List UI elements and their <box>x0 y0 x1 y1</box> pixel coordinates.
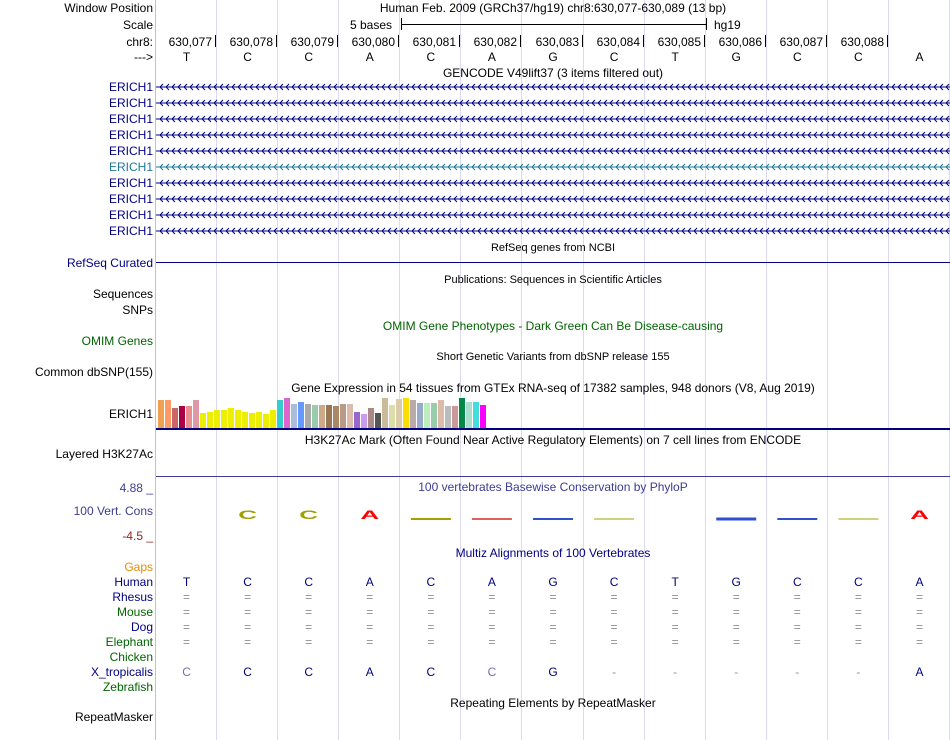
refseq-track-label[interactable]: RefSeq Curated <box>66 256 153 270</box>
gtex-bar[interactable] <box>200 413 206 428</box>
gencode-transcript-label[interactable]: ERICH1 <box>108 144 153 158</box>
multiz-base: = <box>549 620 557 634</box>
gtex-track-label[interactable]: ERICH1 <box>108 407 153 421</box>
gtex-bar[interactable] <box>228 408 234 428</box>
grid-line <box>888 0 889 740</box>
gencode-transcript-label[interactable]: ERICH1 <box>108 128 153 142</box>
multiz-base: = <box>183 635 191 649</box>
h3k27ac-track-title: H3K27Ac Mark (Often Found Near Active Regulatory Elements) on 7 cell lines from ENCODE <box>304 433 802 447</box>
gtex-bar[interactable] <box>193 400 199 428</box>
conservation-logo-mark <box>472 518 512 520</box>
multiz-base: C <box>426 575 436 589</box>
multiz-base: G <box>731 575 741 589</box>
multiz-base: A <box>365 665 374 679</box>
gtex-bar[interactable] <box>235 410 241 428</box>
multiz-base: C <box>243 665 252 679</box>
multiz-base: C <box>243 575 252 589</box>
position-tick <box>704 35 705 47</box>
position-tick <box>276 35 277 47</box>
gencode-transcript-label[interactable]: ERICH1 <box>108 176 153 190</box>
h3k27ac-track-label[interactable]: Layered H3K27Ac <box>55 447 153 461</box>
multiz-base: = <box>244 635 252 649</box>
multiz-track-title: Multiz Alignments of 100 Vertebrates <box>455 546 651 560</box>
multiz-base: = <box>488 620 496 634</box>
gtex-bar[interactable] <box>473 402 479 428</box>
gtex-bar[interactable] <box>270 410 276 428</box>
multiz-base: = <box>610 590 618 604</box>
position-label: 630,087 <box>779 35 823 49</box>
multiz-base: = <box>854 590 862 604</box>
gtex-bar[interactable] <box>340 404 346 428</box>
conservation-logo-mark <box>411 518 451 520</box>
refseq-gene-line[interactable] <box>156 262 950 263</box>
conservation-logo-mark <box>594 519 634 520</box>
multiz-base: - <box>673 665 678 679</box>
multiz-base: - <box>734 665 739 679</box>
gtex-expression-bars[interactable] <box>156 396 950 430</box>
multiz-base: = <box>732 635 740 649</box>
multiz-species-label[interactable]: X_tropicalis <box>90 665 153 679</box>
conservation-track-title: 100 vertebrates Basewise Conservation by PhyloP <box>418 480 688 494</box>
repeatmasker-track-label[interactable]: RepeatMasker <box>74 710 153 724</box>
multiz-base: = <box>915 590 923 604</box>
gtex-bar[interactable] <box>179 406 185 428</box>
gencode-track-title: GENCODE V49lift37 (3 items filtered out) <box>442 66 664 80</box>
multiz-base: = <box>427 590 435 604</box>
gtex-bar[interactable] <box>165 400 171 428</box>
multiz-base: = <box>732 590 740 604</box>
gencode-transcript-line[interactable] <box>156 80 950 94</box>
multiz-base: C <box>792 575 802 589</box>
conservation-logo-glyph: A <box>910 509 929 522</box>
gtex-bar[interactable] <box>389 405 395 428</box>
dbsnp-track-title: Short Genetic Variants from dbSNP release 155 <box>436 351 670 363</box>
window-position-label: Window Position <box>64 1 153 15</box>
multiz-base: - <box>795 665 800 679</box>
gtex-bar[interactable] <box>368 408 374 428</box>
position-label: 630,079 <box>290 35 334 49</box>
multiz-base: = <box>366 635 374 649</box>
multiz-base: = <box>732 620 740 634</box>
gencode-transcript-line[interactable] <box>156 224 950 238</box>
multiz-base: = <box>244 620 252 634</box>
multiz-base: = <box>854 620 862 634</box>
gtex-bar[interactable] <box>445 406 451 428</box>
grid-line <box>644 0 645 740</box>
multiz-base: = <box>793 605 801 619</box>
gencode-transcript-line[interactable] <box>156 128 950 142</box>
multiz-base: T <box>671 575 679 589</box>
multiz-base: = <box>793 635 801 649</box>
base-letter: T <box>671 50 679 64</box>
gtex-bar[interactable] <box>249 413 255 428</box>
multiz-base: = <box>366 620 374 634</box>
gtex-bar[interactable] <box>466 402 472 428</box>
gencode-transcript-label[interactable]: ERICH1 <box>108 80 153 94</box>
multiz-base: = <box>854 635 862 649</box>
multiz-base: = <box>610 605 618 619</box>
gtex-bar[interactable] <box>354 412 360 428</box>
gtex-bar[interactable] <box>410 400 416 428</box>
conservation-logo-mark <box>716 518 756 521</box>
grid-line <box>583 0 584 740</box>
multiz-base: = <box>915 620 923 634</box>
multiz-base: = <box>305 605 313 619</box>
conservation-logo-mark <box>533 518 573 520</box>
multiz-gaps-label[interactable]: Gaps <box>124 560 153 574</box>
multiz-species-label[interactable]: Zebrafish <box>102 680 153 694</box>
gtex-bar[interactable] <box>256 412 262 428</box>
multiz-base: = <box>671 590 679 604</box>
gencode-transcript-line[interactable] <box>156 192 950 206</box>
base-letter: C <box>304 50 314 64</box>
multiz-base: C <box>304 575 314 589</box>
multiz-base: = <box>488 635 496 649</box>
repeatmasker-track-title: Repeating Elements by RepeatMasker <box>450 696 656 710</box>
multiz-base: = <box>427 620 435 634</box>
multiz-base: = <box>305 620 313 634</box>
gtex-bar[interactable] <box>158 400 164 428</box>
multiz-base: = <box>305 590 313 604</box>
grid-line <box>705 0 706 740</box>
gtex-bar[interactable] <box>347 404 353 428</box>
base-letter: C <box>243 50 252 64</box>
base-letter: A <box>487 50 496 64</box>
gencode-transcript-line[interactable] <box>156 96 950 110</box>
gtex-bar[interactable] <box>403 398 409 428</box>
gtex-bar[interactable] <box>424 403 430 428</box>
multiz-base: G <box>548 575 558 589</box>
strand-label: ---> <box>134 50 153 64</box>
gtex-bar[interactable] <box>284 398 290 428</box>
gencode-transcript-line[interactable] <box>156 176 950 190</box>
position-label: 630,077 <box>168 35 212 49</box>
multiz-base: = <box>610 635 618 649</box>
scale-bases: 5 bases <box>350 18 393 32</box>
multiz-base: = <box>793 620 801 634</box>
publications-snps-label[interactable]: SNPs <box>122 303 153 317</box>
gtex-bar[interactable] <box>319 405 325 428</box>
position-label: 630,085 <box>657 35 701 49</box>
conservation-logo-glyph: C <box>238 509 258 522</box>
multiz-base: A <box>915 665 924 679</box>
position-label: 630,084 <box>596 35 640 49</box>
base-letter: C <box>792 50 802 64</box>
multiz-species-label[interactable]: Elephant <box>105 635 153 649</box>
multiz-base: C <box>854 575 863 589</box>
multiz-base: C <box>304 665 314 679</box>
multiz-base: = <box>915 635 923 649</box>
position-tick <box>459 35 460 47</box>
multiz-species-label[interactable]: Chicken <box>109 650 153 664</box>
scale-assembly: hg19 <box>714 18 741 32</box>
grid-line <box>216 0 217 740</box>
position-tick <box>582 35 583 47</box>
multiz-base: = <box>732 605 740 619</box>
multiz-base: A <box>365 575 374 589</box>
position-label: 630,078 <box>229 35 273 49</box>
gencode-transcript-line[interactable] <box>156 208 950 222</box>
multiz-base: = <box>488 590 496 604</box>
publications-sequences-label[interactable]: Sequences <box>92 287 153 301</box>
position-tick <box>765 35 766 47</box>
grid-line <box>827 0 828 740</box>
grid-line <box>338 0 339 740</box>
base-letter: G <box>731 50 741 64</box>
gtex-bar[interactable] <box>263 414 269 428</box>
position-label: 630,088 <box>840 35 884 49</box>
gtex-bar[interactable] <box>298 402 304 428</box>
multiz-base: = <box>610 620 618 634</box>
multiz-base: = <box>427 605 435 619</box>
base-letter: T <box>182 50 191 64</box>
multiz-base: = <box>366 590 374 604</box>
conservation-min-label: -4.5 _ <box>122 529 153 543</box>
multiz-base: = <box>671 620 679 634</box>
gtex-bar[interactable] <box>417 403 423 428</box>
omim-track-label[interactable]: OMIM Genes <box>81 334 153 348</box>
multiz-base: = <box>305 635 313 649</box>
position-tick <box>337 35 338 47</box>
gtex-bar[interactable] <box>396 399 402 428</box>
multiz-species-label[interactable]: Mouse <box>116 605 153 619</box>
gencode-transcript-line[interactable] <box>156 144 950 158</box>
scale-bar <box>401 18 707 32</box>
multiz-base: = <box>488 605 496 619</box>
grid-line <box>399 0 400 740</box>
gencode-transcript-line[interactable] <box>156 112 950 126</box>
gencode-transcript-label[interactable]: ERICH1 <box>108 112 153 126</box>
grid-line <box>521 0 522 740</box>
grid-line <box>277 0 278 740</box>
base-letter: C <box>426 50 436 64</box>
gencode-transcript-line[interactable] <box>156 160 950 174</box>
gtex-bar[interactable] <box>452 406 458 428</box>
gtex-baseline <box>156 428 950 430</box>
position-tick <box>520 35 521 47</box>
gtex-bar[interactable] <box>305 404 311 428</box>
gtex-bar[interactable] <box>361 414 367 428</box>
h3k27ac-baseline <box>156 476 950 477</box>
gtex-bar[interactable] <box>382 398 388 428</box>
gtex-bar[interactable] <box>242 412 248 428</box>
gtex-bar[interactable] <box>186 406 192 428</box>
publications-track-title: Publications: Sequences in Scientific Articles <box>444 274 662 286</box>
multiz-base: G <box>548 665 558 679</box>
conservation-logo[interactable] <box>156 500 950 530</box>
multiz-base: = <box>671 635 679 649</box>
conservation-logo-glyph: A <box>360 509 380 522</box>
multiz-base: T <box>182 575 191 589</box>
position-tick <box>887 35 888 47</box>
position-label: 630,080 <box>351 35 395 49</box>
base-letter: A <box>365 50 374 64</box>
multiz-base: C <box>426 665 436 679</box>
gencode-transcript-label[interactable]: ERICH1 <box>108 160 153 174</box>
multiz-base: = <box>549 605 557 619</box>
base-letter: G <box>548 50 558 64</box>
gencode-transcript-label[interactable]: ERICH1 <box>108 192 153 206</box>
grid-line <box>460 0 461 740</box>
multiz-base: = <box>244 590 252 604</box>
gencode-transcript-label[interactable]: ERICH1 <box>108 96 153 110</box>
dbsnp-track-label[interactable]: Common dbSNP(155) <box>34 365 153 379</box>
multiz-base: = <box>915 605 923 619</box>
base-letter: C <box>854 50 863 64</box>
multiz-base: = <box>549 590 557 604</box>
multiz-base: = <box>366 605 374 619</box>
gtex-bar[interactable] <box>312 405 318 428</box>
position-label: 630,083 <box>535 35 579 49</box>
conservation-logo-mark <box>777 518 817 520</box>
gtex-bar[interactable] <box>221 410 227 428</box>
multiz-base: = <box>183 620 191 634</box>
multiz-base: C <box>182 665 191 679</box>
gtex-bar[interactable] <box>375 413 381 428</box>
gtex-bar[interactable] <box>291 404 297 428</box>
label-separator <box>155 0 156 740</box>
multiz-base: A <box>487 575 496 589</box>
position-tick <box>215 35 216 47</box>
gtex-bar[interactable] <box>438 400 444 428</box>
gencode-transcript-label[interactable]: ERICH1 <box>108 208 153 222</box>
multiz-base: C <box>487 665 497 679</box>
multiz-base: = <box>244 605 252 619</box>
conservation-max-label: 4.88 _ <box>119 481 153 495</box>
scale-label: Scale <box>122 18 153 32</box>
gtex-bar[interactable] <box>326 405 332 428</box>
multiz-base: = <box>183 605 191 619</box>
base-letter: C <box>609 50 619 64</box>
gencode-transcript-label[interactable]: ERICH1 <box>108 224 153 238</box>
position-label: 630,086 <box>718 35 762 49</box>
gtex-bar[interactable] <box>277 400 283 428</box>
gtex-bar[interactable] <box>459 398 465 428</box>
multiz-base: A <box>915 575 924 589</box>
position-tick <box>398 35 399 47</box>
multiz-species-label[interactable]: Human <box>114 575 153 589</box>
multiz-base: - <box>612 665 617 679</box>
multiz-base: = <box>549 635 557 649</box>
base-letter: A <box>915 50 924 64</box>
multiz-base: = <box>671 605 679 619</box>
grid-line <box>766 0 767 740</box>
position-tick <box>643 35 644 47</box>
multiz-base: = <box>854 605 862 619</box>
window-position-value: Human Feb. 2009 (GRCh37/hg19) chr8:630,077-630,089 (13 bp) <box>379 1 727 15</box>
chrom-label: chr8: <box>126 35 153 49</box>
multiz-species-label[interactable]: Rhesus <box>112 590 153 604</box>
omim-track-title: OMIM Gene Phenotypes - Dark Green Can Be Disease-causing <box>382 319 724 333</box>
multiz-base: = <box>183 590 191 604</box>
conservation-logo-glyph: C <box>299 509 319 522</box>
multiz-species-label[interactable]: Dog <box>130 620 153 634</box>
gtex-bar[interactable] <box>207 412 213 428</box>
gtex-bar[interactable] <box>172 408 178 428</box>
position-label: 630,081 <box>412 35 456 49</box>
refseq-track-title: RefSeq genes from NCBI <box>490 242 616 254</box>
conservation-logo-mark <box>838 519 878 520</box>
multiz-base: = <box>427 635 435 649</box>
gtex-bar[interactable] <box>333 406 339 428</box>
multiz-base: - <box>856 665 861 679</box>
position-tick <box>826 35 827 47</box>
gtex-bar[interactable] <box>214 410 220 428</box>
position-label: 630,082 <box>473 35 517 49</box>
multiz-base: = <box>793 590 801 604</box>
gtex-bar[interactable] <box>431 403 437 428</box>
gtex-bar[interactable] <box>480 405 486 428</box>
conservation-track-label[interactable]: 100 Vert. Cons <box>73 504 153 518</box>
gtex-track-title: Gene Expression in 54 tissues from GTEx RNA-seq of 17382 samples, 948 donors (V8, Aug 2019) <box>291 381 815 395</box>
multiz-base: C <box>609 575 619 589</box>
